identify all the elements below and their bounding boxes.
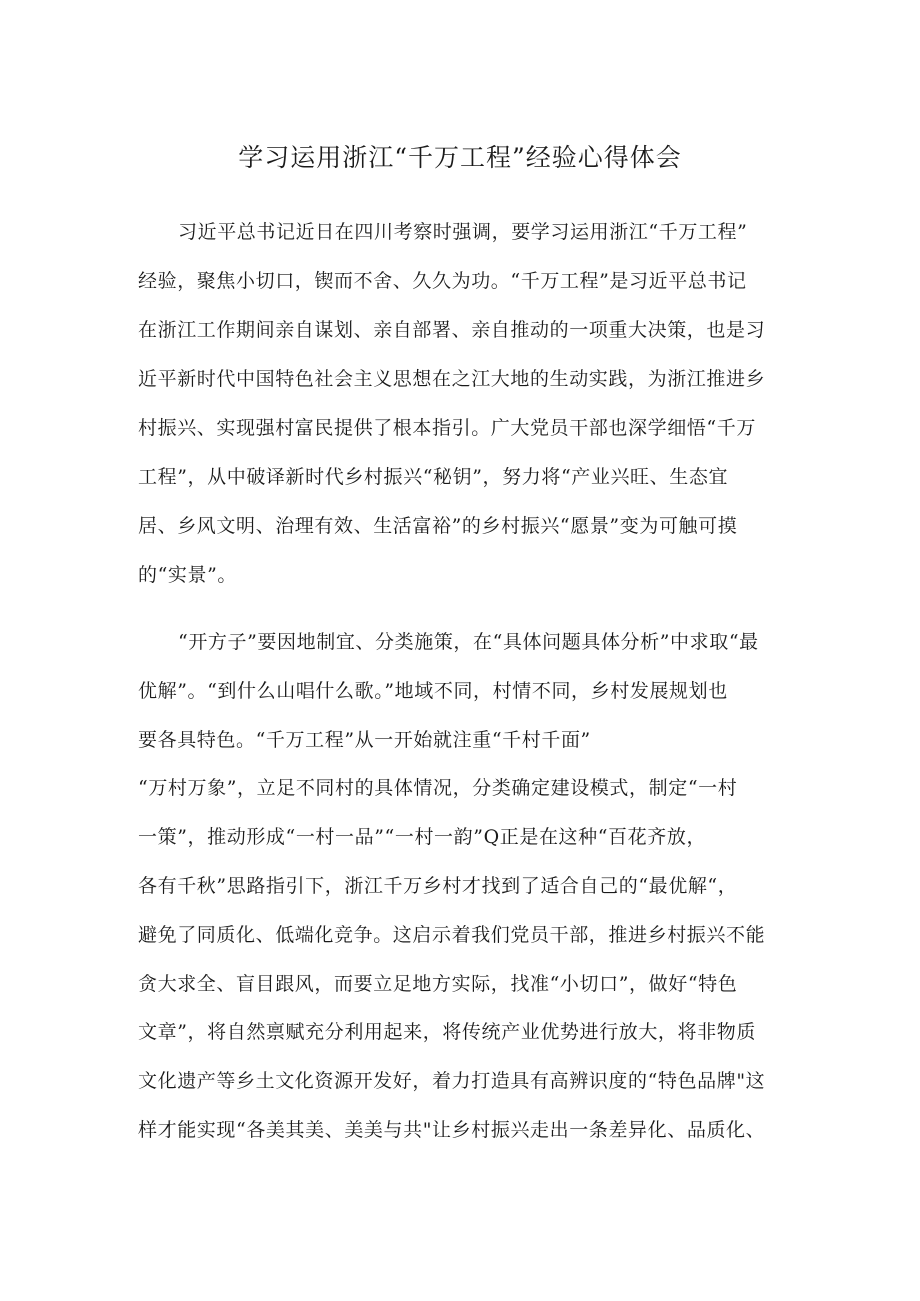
paragraph-line: 优解”。“到什么山唱什么歌。”地域不同，村情不同，乡村发展规划也	[138, 679, 728, 702]
paragraph-line: “万村万象”，立足不同村的具体情况，分类确定建设模式，制定“一村	[138, 777, 738, 800]
paragraph-line: 各有千秋”思路指引下，浙江千万乡村才找到了适合自己的“最优解“，	[138, 874, 738, 897]
paragraph-line: 近平新时代中国特色社会主义思想在之江大地的生动实践，为浙江推进乡	[138, 368, 766, 390]
paragraph-line: 居、乡风文明、治理有效、生活富裕”的乡村振兴“愿景”变为可触可摸	[138, 515, 738, 537]
paragraph-line: 的“实景”。	[138, 564, 238, 586]
paragraph-line: 一策”，推动形成“一村一品”“一村一韵”Q正是在这种“百花齐放，	[138, 826, 707, 849]
paragraph-line: “开方子”要因地制宜、分类施策，在“具体问题具体分析”中求取“最	[178, 631, 759, 653]
document-title: 学习运用浙江“千万工程”经验心得体会	[238, 143, 682, 172]
paragraph-2	[138, 622, 798, 1159]
paragraph-line: 村振兴、实现强村富民提供了根本指引。广大党员干部也深学细悟“千万	[138, 417, 756, 439]
paragraph-line: 文化遗产等乡土文化资源开发好，着力打造具有高辨识度的“特色品牌"这	[138, 1070, 766, 1093]
paragraph-line: 在浙江工作期间亲自谋划、亲自部署、亲自推动的一项重大决策，也是习	[138, 319, 766, 341]
paragraph-line: 习近平总书记近日在四川考察时强调，要学习运用浙江“千万工程”	[178, 221, 748, 243]
paragraph-1	[138, 212, 798, 604]
paragraph-line: 经验，聚焦小切口，锲而不舍、久久为功。“千万工程”是习近平总书记	[138, 270, 747, 292]
paragraph-line: 避免了同质化、低端化竞争。这启示着我们党员干部，推进乡村振兴不能	[138, 923, 766, 946]
paragraph-line: 贪大求全、盲目跟风，而要立足地方实际，找准“小切口”，做好“特色	[138, 972, 738, 995]
paragraph-line: 要各具特色。“千万工程”从一开始就注重“千村千面”	[138, 728, 591, 751]
paragraph-line: 文章”，将自然禀赋充分利用起来，将传统产业优势进行放大，将非物质	[138, 1021, 756, 1044]
paragraph-line: 工程”，从中破译新时代乡村振兴“秘钥”，努力将“产业兴旺、生态宜	[138, 466, 729, 488]
paragraph-line: 样才能实现“各美其美、美美与共"让乡村振兴走出一条差异化、品质化、	[138, 1118, 766, 1141]
